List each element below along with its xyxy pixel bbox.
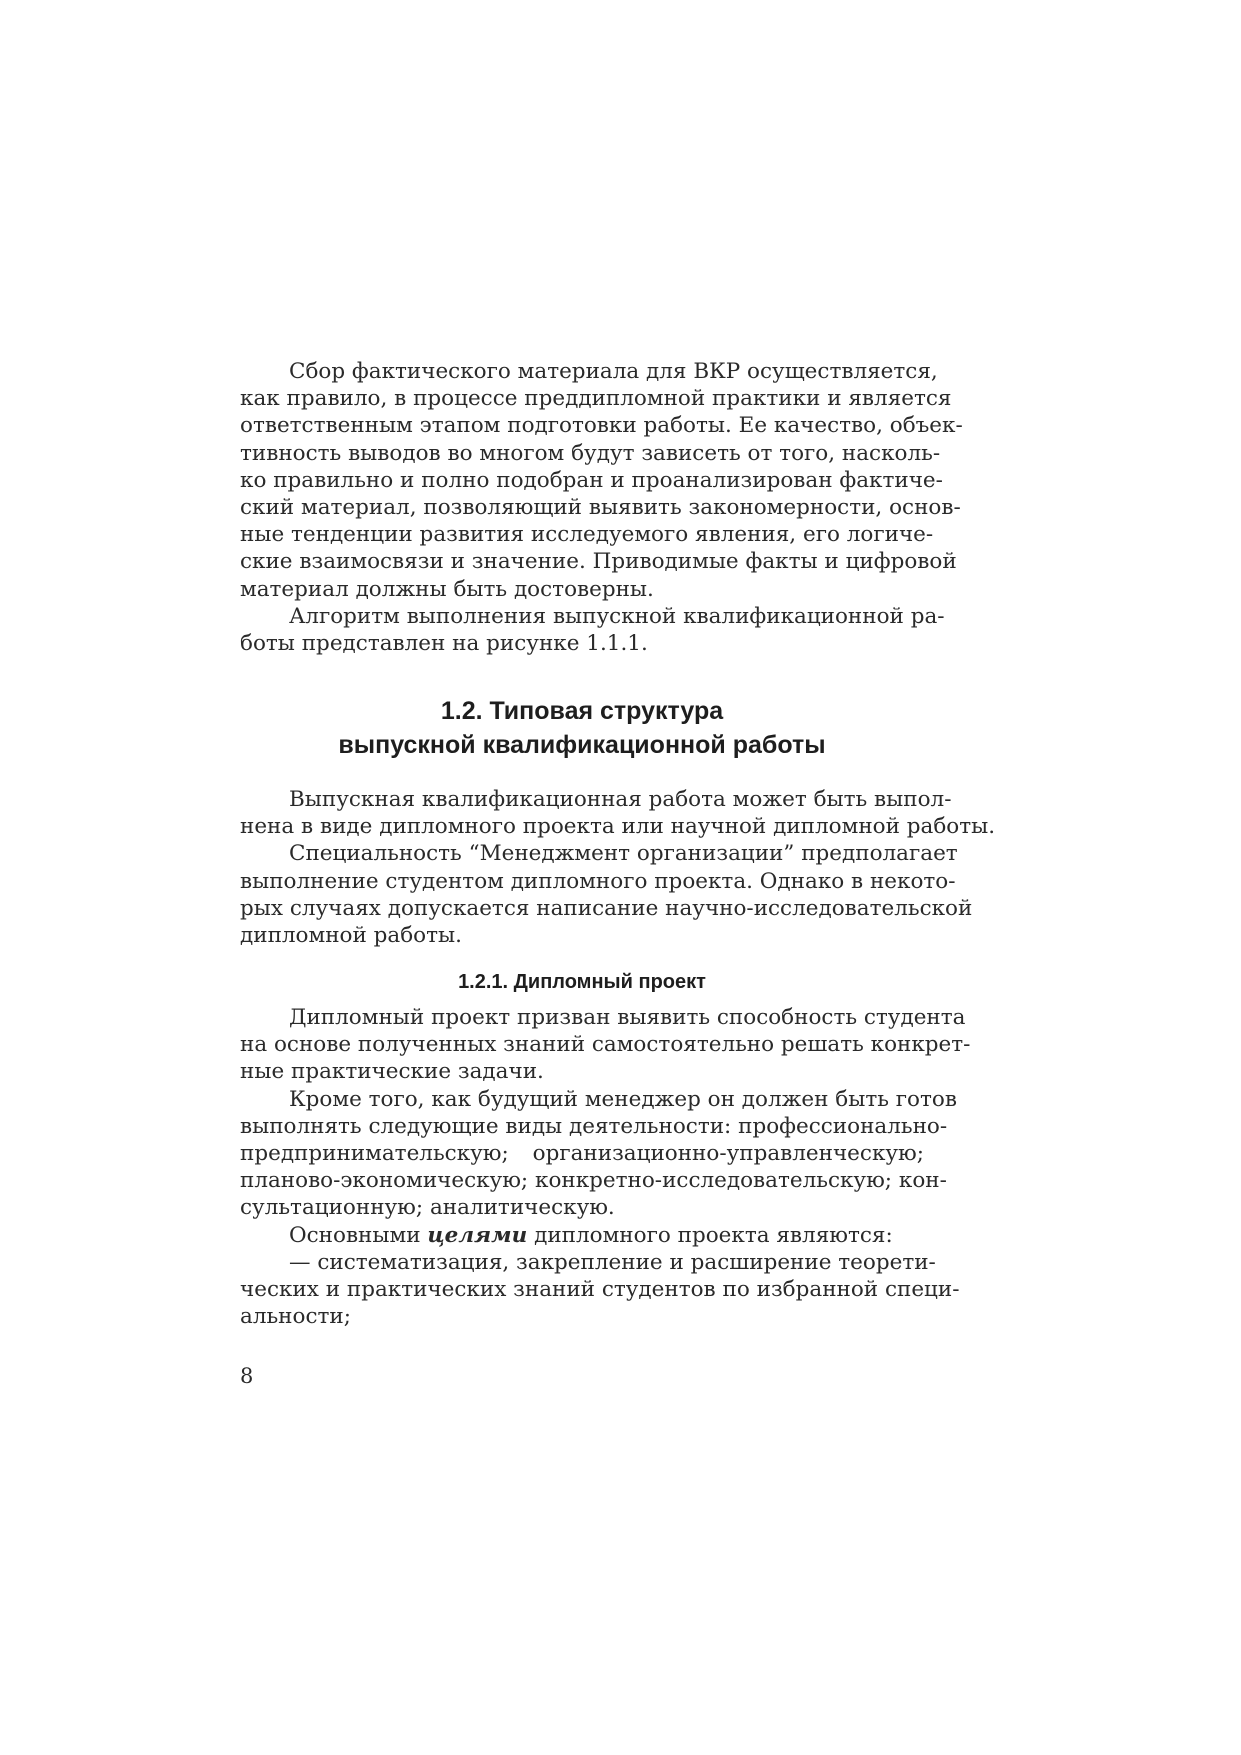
- text-line: ответственным этапом подготовки работы. Ее качество, объек-: [240, 413, 963, 439]
- text-line: выполнять следующие виды деятельности: профессионально-: [240, 1113, 948, 1139]
- text-line: Кроме того, как будущий менеджер он должен быть готов: [289, 1086, 957, 1112]
- text-line: ческих и практических знаний студентов по избранной специ-: [240, 1277, 960, 1303]
- text-line: материал должны быть достоверны.: [240, 576, 654, 602]
- page-number: 8: [240, 1364, 254, 1388]
- section-heading-line-1: 1.2. Типовая структура: [440, 697, 724, 725]
- goals-keyword: целями: [427, 1222, 528, 1248]
- goals-line: [240, 1222, 924, 1249]
- goals-suffix: дипломного проекта являются:: [527, 1222, 893, 1248]
- text-line: ные практические задачи.: [240, 1059, 544, 1085]
- text-line: Дипломный проект призван выявить способность студента: [289, 1005, 966, 1030]
- paragraph-block-diploma-project: [240, 1004, 971, 1330]
- text-line: альности;: [240, 1304, 351, 1330]
- text-line: Сбор фактического материала для ВКР осуществляется,: [289, 359, 938, 384]
- text-line: дипломной работы.: [240, 923, 462, 949]
- text-line: ко правильно и полно подобран и проанализирован фактиче-: [240, 467, 943, 493]
- text-line: ский материал, позволяющий выявить закономерности, основ-: [240, 495, 961, 521]
- goals-prefix: Основными: [289, 1222, 428, 1248]
- text-line: ные тенденции развития исследуемого явления, его логиче-: [240, 522, 934, 548]
- text-line: боты представлен на рисунке 1.1.1.: [240, 631, 648, 657]
- text-line: как правило, в процессе преддипломной практики и является: [240, 386, 952, 412]
- text-line: предпринимательскую; организационно-управленческую;: [240, 1141, 924, 1167]
- paragraph-block-collection-of-material: [240, 358, 963, 657]
- text-line: сультационную; аналитическую.: [240, 1195, 615, 1221]
- text-line: ские взаимосвязи и значение. Приводимые факты и цифровой: [240, 549, 957, 575]
- text-line: — систематизация, закрепление и расширение теорети-: [289, 1249, 936, 1275]
- text-line: Выпускная квалификационная работа может быть выпол-: [289, 787, 952, 812]
- text-line: выполнение студентом дипломного проекта. Однако в некото-: [240, 868, 956, 894]
- subsection-heading: 1.2.1. Дипломный проект: [458, 971, 706, 993]
- text-line: Специальность “Менеджмент организации” предполагает: [289, 841, 958, 867]
- text-line: планово-экономическую; конкретно-исследовательскую; кон-: [240, 1168, 947, 1194]
- text-line: на основе полученных знаний самостоятельно решать конкрет-: [240, 1032, 971, 1058]
- text-line: рых случаях допускается написание научно-исследовательской: [240, 895, 973, 921]
- text-line: нена в виде дипломного проекта или научной дипломной работы.: [240, 814, 996, 840]
- text-line: Алгоритм выполнения выпускной квалификационной ра-: [289, 603, 945, 629]
- section-heading-line-2: выпускной квалификационной работы: [338, 731, 826, 759]
- section-heading: [240, 694, 924, 762]
- text-line: тивность выводов во многом будут зависеть от того, насколь-: [240, 440, 941, 466]
- paragraph-block-structure: [240, 786, 996, 949]
